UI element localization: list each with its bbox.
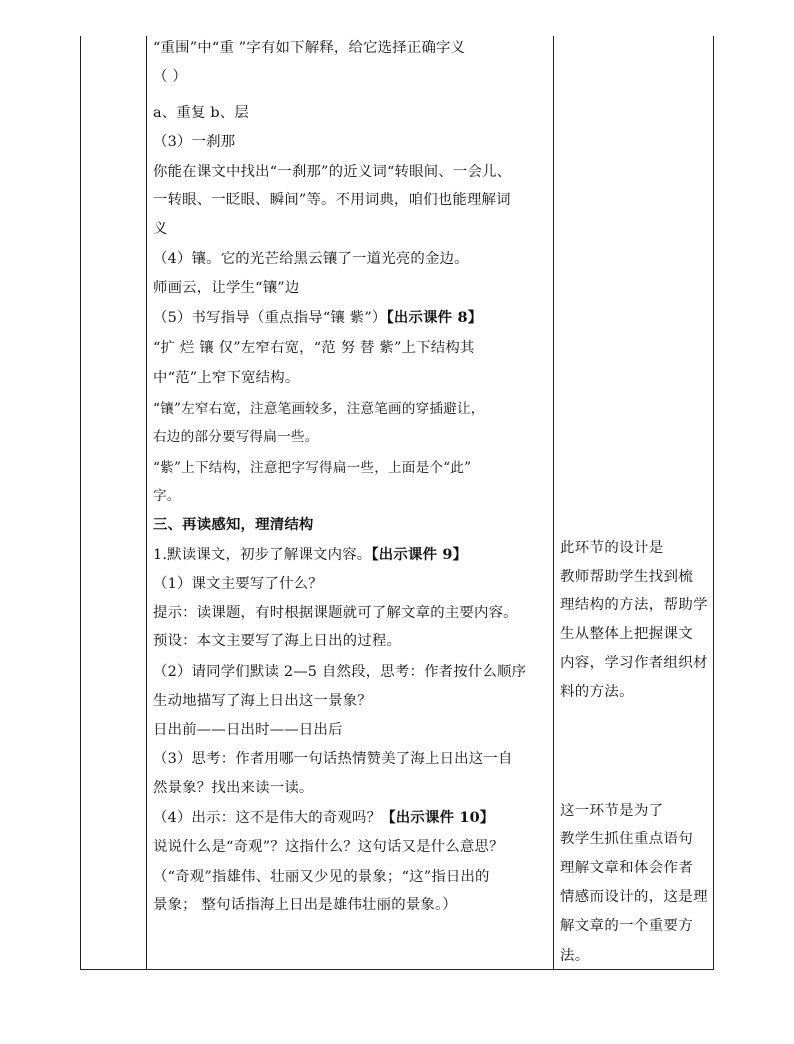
text-segment: （4）出示：这不是伟大的奇观吗？ [153, 810, 382, 826]
text-line: 预设：本文主要写了海上日出的过程。 [153, 633, 402, 649]
text-line: 字。 [153, 488, 181, 504]
text-line: （2）请同学们默读 2—5 自然段，思考：作者按什么顺序 [153, 664, 527, 680]
text-line: 一转眼、一眨眼、瞬间”等。不用词典，咱们也能理解词 [153, 192, 511, 208]
text-line: （ ） [153, 69, 187, 85]
courseware-tag: 【出示课件 8】 [386, 309, 483, 326]
text-line: 义 [153, 221, 168, 237]
text-line: “紫”上下结构，注意把字写得扁一些，上面是个“此” [153, 460, 472, 476]
text-line [153, 545, 467, 565]
note-line: 教师帮助学生找到梳 [560, 569, 694, 585]
note-line: 料的方法。 [560, 684, 634, 700]
text-line: 你能在课文中找出“一刹那”的近义词“转眼间、一会儿、 [153, 164, 512, 180]
text-line: a、重复 b、层 [153, 105, 249, 121]
text-segment: （5）书写指导（重点指导“镶 紫”） [153, 310, 387, 326]
text-segment: 1.默读课文，初步了解课文内容。 [153, 547, 372, 563]
table-border-right [713, 36, 714, 970]
text-line: 说说什么是“奇观”？这指什么？这句话又是什么意思？ [153, 839, 504, 855]
text-line: 生动地描写了海上日出这一景象？ [153, 693, 372, 709]
text-line: 日出前——日出时——日出后 [153, 722, 343, 738]
text-line: （“奇观”指雄伟、壮丽又少见的景象；“这”指日出的 [153, 869, 490, 885]
note-line: 生从整体上把握课文 [560, 626, 694, 642]
text-line: 景象； 整句话指海上日出是雄伟壮丽的景象。） [153, 897, 457, 913]
table-divider-2 [553, 36, 554, 970]
note-line: 理解文章和体会作者 [560, 860, 694, 876]
courseware-tag: 【出示课件 10】 [381, 809, 495, 826]
text-line: （1）课文主要写了什么？ [153, 576, 323, 592]
note-line: 内容，学习作者组织材 [560, 655, 708, 671]
text-line: 提示：读课题，有时根据课题就可了解文章的主要内容。 [153, 605, 518, 621]
text-line: “镶”左窄右宽，注意笔画较多，注意笔画的穿插避让， [153, 401, 485, 417]
text-line [153, 308, 482, 328]
text-line: （4）镶。它的光芒给黑云镶了一道光亮的金边。 [153, 251, 469, 267]
note-line: 此环节的设计是 [560, 540, 664, 556]
courseware-tag: 【出示课件 9】 [371, 546, 468, 563]
note-line: 情感而设计的，这是理 [560, 889, 708, 905]
text-line: 中“范”上窄下宽结构。 [153, 370, 300, 386]
table-border-left [80, 36, 81, 970]
note-line: 理结构的方法，帮助学 [560, 597, 708, 613]
text-line: 然景象？找出来读一读。 [153, 780, 314, 796]
section-heading: 三、再读感知，理清结构 [153, 516, 314, 533]
text-line [153, 808, 494, 828]
text-line: 师画云，让学生“镶”边 [153, 280, 300, 296]
note-line: 解文章的一个重要方 [560, 918, 694, 934]
text-line: “重围”中“重 ”字有如下解释，给它选择正确字义 [153, 40, 466, 56]
table-divider-1 [146, 36, 147, 970]
table-border-bottom [80, 969, 714, 970]
note-line: 法。 [560, 948, 590, 964]
note-line: 这一环节是为了 [560, 803, 664, 819]
text-line: （3）一刹那 [153, 134, 236, 150]
text-line: （3）思考：作者用哪一句话热情赞美了海上日出这一自 [153, 751, 513, 767]
text-line: 右边的部分要写得扁一些。 [153, 429, 319, 445]
text-line: “扩 烂 镶 仅”左窄右宽，“范 努 替 紫”上下结构其 [153, 340, 475, 356]
note-line: 教学生抓住重点语句 [560, 831, 694, 847]
